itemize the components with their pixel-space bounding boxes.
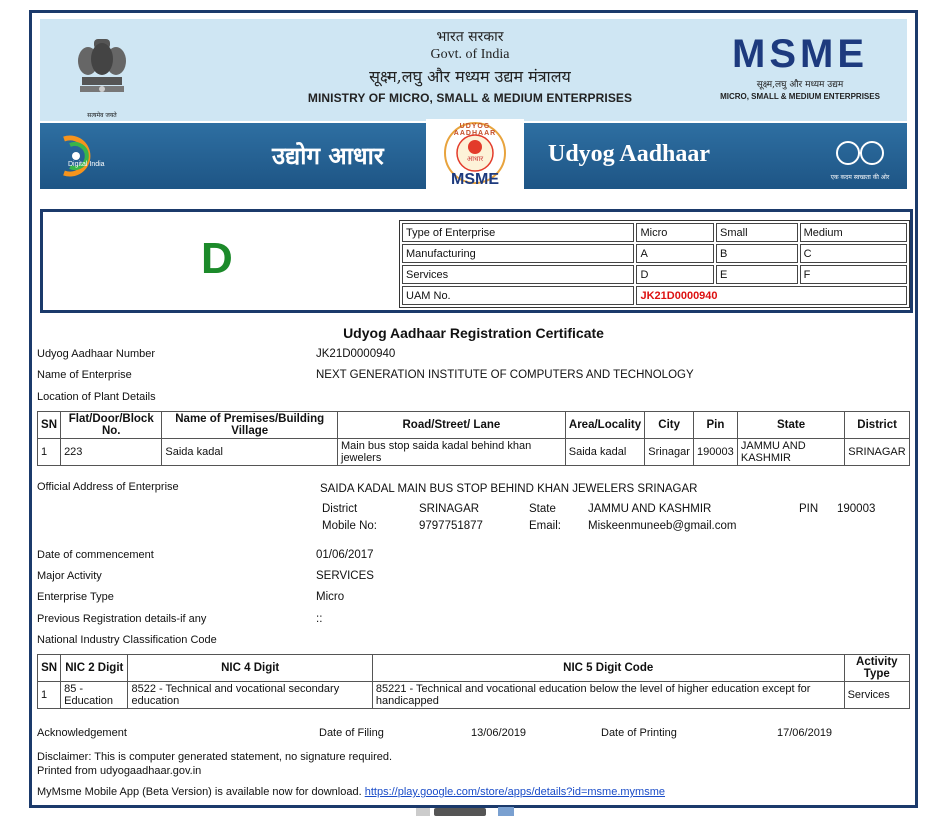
column-header: District [845,412,910,439]
mobile-value: 9797751877 [419,520,483,532]
prev-registration-value: :: [316,613,323,625]
table-row [402,223,907,242]
udyog-aadhaar-badge [426,119,524,191]
filing-date-label: Date of Filing [319,727,384,739]
column-header: State [737,412,844,439]
msme-logo-text: MSME [732,32,868,76]
printing-date-label: Date of Printing [601,727,677,739]
table-cell: Small [716,223,798,242]
commencement-label: Date of commencement [37,549,154,561]
table-cell: 8522 - Technical and vocational secondary education [128,682,372,709]
district-value: SRINAGAR [419,503,480,515]
enterprise-type-box [40,209,913,313]
nic-code-table [37,654,910,709]
enterprise-type-value: Micro [316,591,345,603]
msme-logo [710,33,890,101]
column-header: NIC 5 Digit Code [372,655,844,682]
column-header: SN [38,655,61,682]
email-value: Miskeenmuneeb@gmail.com [588,520,737,532]
digital-india-text: Digital India [68,161,105,168]
table-cell: Services [402,265,634,284]
national-emblem-icon [72,33,132,113]
table-cell: Medium [800,223,907,242]
table-cell: JAMMU AND KASHMIR [737,439,844,466]
email-label: Email: [529,520,561,532]
official-address-value: SAIDA KADAL MAIN BUS STOP BEHIND KHAN JEWELERS SRINAGAR [320,483,698,495]
table-cell: Type of Enterprise [402,223,634,242]
enterprise-type-label: Enterprise Type [37,591,114,603]
uam-value: JK21D0000940 [636,286,907,305]
table-cell: Saida kadal [565,439,645,466]
acknowledgement-label: Acknowledgement [37,727,127,739]
column-header: Flat/Door/Block No. [61,412,162,439]
certificate-frame [29,10,918,808]
table-row [402,265,907,284]
table-cell: Services [844,682,909,709]
table-cell: F [800,265,907,284]
official-address-label: Official Address of Enterprise [37,481,179,493]
table-cell: Manufacturing [402,244,634,263]
printing-date-value: 17/06/2019 [777,727,833,739]
nic-label: National Industry Classification Code [37,634,217,646]
govt-hindi: भारत सरकार [436,29,504,45]
table-cell: A [636,244,714,263]
filing-date-value: 13/06/2019 [471,727,527,739]
pin-label: PIN [799,503,819,515]
table-row [402,286,907,305]
major-activity-value: SERVICES [316,570,374,582]
column-header: Area/Locality [565,412,645,439]
enterprise-type-table [399,220,910,308]
table-cell: Micro [636,223,714,242]
enterprise-name-value: NEXT GENERATION INSTITUTE OF COMPUTERS AND TECHNOLOGY [316,369,694,381]
app-download-link[interactable]: https://play.google.com/store/apps/details?id=msme.mymsme [364,786,666,798]
table-cell: E [716,265,798,284]
aadhaar-number-value: JK21D0000940 [316,348,396,360]
emblem-caption: सत्यमेव जयते [87,112,117,119]
column-header: Pin [694,412,738,439]
table-cell: 223 [61,439,162,466]
column-header: Name of Premises/Building Village [162,412,338,439]
prev-registration-label: Previous Registration details-if any [37,613,207,625]
major-activity-label: Major Activity [37,570,102,582]
table-row [38,439,910,466]
table-cell: 85 - Education [61,682,128,709]
header-top [40,19,907,121]
printed-from-text: Printed from udyogaadhaar.gov.in [37,765,202,777]
column-header: NIC 2 Digit [61,655,128,682]
table-cell: Saida kadal [162,439,338,466]
print-toolbar-icon[interactable] [412,806,522,816]
table-cell: B [716,244,798,263]
table-cell: 85221 - Technical and vocational education below the level of higher education except for handicapped [372,682,844,709]
udyog-aadhaar-hindi: उद्योग आधार [272,141,384,170]
district-label: District [322,503,358,515]
column-header: NIC 4 Digit [128,655,372,682]
table-header-row [38,655,910,682]
plant-location-label: Location of Plant Details [37,391,156,403]
ministry-block [290,27,650,105]
table-cell: SRINAGAR [845,439,910,466]
badge-msme: MSME [451,171,499,188]
column-header: Road/Street/ Lane [338,412,566,439]
ministry-hindi: सूक्ष्म,लघु और मध्यम उद्यम मंत्रालय [369,67,571,86]
table-header-row [38,412,910,439]
disclaimer-text: Disclaimer: This is computer generated statement, no signature required. [37,751,393,763]
commencement-value: 01/06/2017 [316,549,374,561]
swachh-bharat-icon [830,137,890,177]
column-header: SN [38,412,61,439]
app-text: MyMsme Mobile App (Beta Version) is available now for download. [37,786,362,798]
badge-text: UDYOG AADHAAR [453,123,497,137]
table-cell: Srinagar [645,439,694,466]
table-cell: 1 [38,682,61,709]
msme-logo-hindi: सूक्ष्म,लघु और मध्यम उद्यम [756,80,844,90]
table-cell: Main bus stop saida kadal behind khan jewelers [338,439,566,466]
column-header: City [645,412,694,439]
table-cell: 190003 [694,439,738,466]
aadhaar-number-label: Udyog Aadhaar Number [37,348,156,360]
column-header: Activity Type [844,655,909,682]
state-label: State [529,503,556,515]
header-band [40,123,907,189]
plant-location-table [37,411,910,466]
govt-english: Govt. of India [430,47,510,62]
digital-india-logo-icon [54,131,144,181]
state-value: JAMMU AND KASHMIR [588,503,712,515]
table-row [38,682,910,709]
udyog-aadhaar-english: Udyog Aadhaar [548,141,711,167]
table-cell: 1 [38,439,61,466]
category-letter: D [201,234,233,283]
swachh-caption: एक कदम स्वच्छता की ओर [830,174,890,181]
ministry-english: MINISTRY OF MICRO, SMALL & MEDIUM ENTERPRISES [307,91,633,105]
enterprise-name-label: Name of Enterprise [37,369,132,381]
uam-label: UAM No. [402,286,634,305]
table-row [402,244,907,263]
certificate-title: Udyog Aadhaar Registration Certificate [343,325,604,341]
table-cell: C [800,244,907,263]
msme-logo-english: MICRO, SMALL & MEDIUM ENTERPRISES [720,92,880,101]
pin-value: 190003 [837,503,876,515]
mobile-label: Mobile No: [322,520,377,532]
badge-aadhaar: आधार [466,155,484,163]
app-availability-text [37,786,665,798]
table-cell: D [636,265,714,284]
